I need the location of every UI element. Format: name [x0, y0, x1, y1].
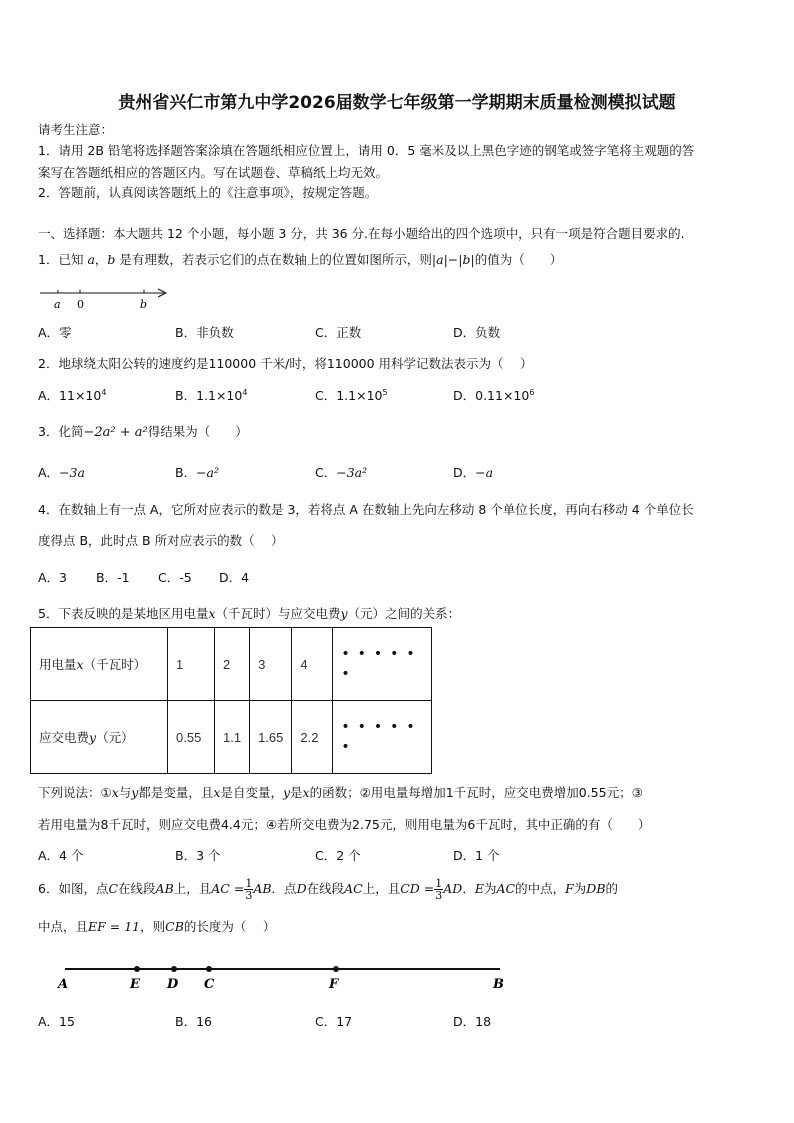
- q6-AC2: AC: [496, 881, 516, 896]
- q1-expr: |a|−|b|: [431, 252, 475, 267]
- q5-l1-d: y: [131, 785, 139, 800]
- q5-option-c[interactable]: C．2 个: [315, 848, 361, 863]
- q1-number-line: [36, 285, 176, 311]
- q6-frac1-num: 1: [245, 877, 253, 890]
- q3-option-b-math: −a²: [196, 465, 220, 480]
- q3-option-d-label: D．: [453, 465, 476, 480]
- q6-fraction-2: [434, 878, 443, 901]
- q5-row2-dots-1: •••••: [341, 719, 423, 735]
- q1-option-b[interactable]: B．非负数: [175, 325, 234, 340]
- question-3-stem: [38, 422, 248, 440]
- q5-row1-cell-3: 3: [250, 628, 292, 701]
- q5-table-row-usage: [31, 628, 432, 701]
- notice-heading: 请考生注意：: [38, 122, 114, 137]
- q1-var-b: b: [107, 252, 116, 267]
- q6-label-E: E: [130, 977, 140, 992]
- q5-row2-cell-4: 2.2: [292, 701, 333, 774]
- q5-option-a[interactable]: A．4 个: [38, 848, 84, 863]
- q3-option-c[interactable]: [315, 463, 367, 481]
- q4-option-c[interactable]: C．-5: [158, 570, 192, 585]
- question-5-stem: [38, 604, 460, 622]
- q2-option-a[interactable]: [38, 386, 106, 404]
- q5-row2-dots-2: •: [341, 739, 358, 755]
- q6-AB: AB: [155, 881, 174, 896]
- q5-l1-e: 都是变量，且: [138, 785, 214, 800]
- q6-DB: DB: [586, 881, 606, 896]
- q6-segment-diagram: [55, 960, 525, 996]
- q5-row1-cell-dots: [333, 628, 432, 701]
- q3-option-d[interactable]: [453, 463, 493, 481]
- q2-option-b[interactable]: [175, 386, 247, 404]
- q6-label-F: F: [329, 977, 339, 992]
- q5-row2-header-text: 应交电费: [39, 730, 90, 745]
- q6-AC: AC: [344, 881, 363, 896]
- q4-option-a[interactable]: A．3: [38, 570, 68, 585]
- q5-statement-line-2: 若用电量为8千瓦时，则应交电费4.4元；④若所交电费为2.75元，则用电量为6千瓦时，其中正确的有（ ）: [38, 817, 651, 832]
- q6-frac2-den: 3: [435, 889, 443, 902]
- q3-option-c-label: C．: [315, 465, 337, 480]
- q6-CB: CB: [165, 919, 184, 934]
- q2-option-c-base: C．1.1×10: [315, 388, 383, 403]
- q6-p8: 为: [483, 881, 497, 896]
- q1-var-a: a: [87, 252, 95, 267]
- q6-l2-c: 的长度为（ ）: [183, 919, 276, 934]
- q1-option-d[interactable]: D．负数: [453, 325, 501, 340]
- question-4-line-2: 度得点 B，此时点 B 所对应表示的数（ ）: [38, 533, 284, 548]
- q6-CD-eq: CD =: [400, 881, 435, 896]
- q2-option-a-exp: 4: [101, 387, 107, 397]
- q6-option-d[interactable]: D．18: [453, 1014, 492, 1029]
- q3-option-c-math: −3a²: [336, 465, 368, 480]
- q5-option-b[interactable]: B．3 个: [175, 848, 221, 863]
- q5-row2-cell-3: 1.65: [250, 701, 292, 774]
- q6-AB2: AB: [253, 881, 272, 896]
- q6-F: F: [565, 881, 574, 896]
- q6-p5: 在线段: [306, 881, 345, 896]
- q6-label-B: B: [493, 977, 504, 992]
- q6-option-a[interactable]: A．15: [38, 1014, 75, 1029]
- section-heading: 一、选择题：本大题共 12 个小题，每小题 3 分，共 36 分.在每小题给出的四个选项中，只有一项是符合题目要求的.: [38, 226, 685, 241]
- q5-option-d[interactable]: D．1 个: [453, 848, 500, 863]
- q6-point-D: [171, 966, 177, 972]
- q6-frac2-num: 1: [435, 877, 443, 890]
- q3-option-b[interactable]: [175, 463, 219, 481]
- q2-option-c[interactable]: [315, 386, 388, 404]
- q6-label-C: C: [204, 977, 215, 992]
- q6-frac1-den: 3: [245, 889, 253, 902]
- q6-p11: 的: [605, 881, 619, 896]
- q5-var-x: x: [208, 606, 216, 621]
- q2-option-a-base: A．11×10: [38, 388, 102, 403]
- q5-statement-line-1: [38, 783, 643, 801]
- q1-post: 的值为（ ）: [474, 252, 563, 267]
- question-1-stem: [38, 250, 562, 268]
- q6-E: E: [474, 881, 484, 896]
- q6-p9: 的中点，: [515, 881, 566, 896]
- q5-row2-cell-2: 1.1: [215, 701, 250, 774]
- q6-p1: 6．如图，点: [38, 881, 109, 896]
- q5-l1-f: x: [213, 785, 221, 800]
- q6-AC-eq: AC =: [211, 881, 245, 896]
- q5-table: [30, 627, 432, 774]
- q3-option-a-math: −3a: [59, 465, 85, 480]
- q5-row1-var: x: [76, 657, 84, 672]
- q5-row2-cell-dots: [333, 701, 432, 774]
- q6-p6: 上，且: [362, 881, 401, 896]
- q4-option-d[interactable]: D．4: [219, 570, 250, 585]
- question-2-stem: 2．地球绕太阳公转的速度约是110000 千米/时，将110000 用科学记数法表示为（ ）: [38, 356, 533, 371]
- q6-p3: 上，且: [173, 881, 212, 896]
- q1-tick-0: 0: [77, 298, 84, 311]
- q6-label-A: A: [58, 977, 69, 992]
- q3-pre: 3．化简: [38, 424, 84, 439]
- q2-option-d[interactable]: [453, 386, 534, 404]
- q6-EF-eq: EF = 11: [88, 919, 141, 934]
- q5-stem-mid: （千瓦时）与应交电费: [215, 606, 341, 621]
- q6-option-b[interactable]: B．16: [175, 1014, 212, 1029]
- q6-option-c[interactable]: C．17: [315, 1014, 353, 1029]
- q5-table-row-fee: [31, 701, 432, 774]
- q5-row1-header-text: 用电量: [39, 657, 77, 672]
- q2-option-d-base: D．0.11×10: [453, 388, 530, 403]
- q6-p4: ．点: [271, 881, 297, 896]
- q6-p2: 在线段: [118, 881, 156, 896]
- q5-stem-post: （元）之间的关系：: [347, 606, 461, 621]
- q5-row1-dots-2: •: [341, 666, 358, 682]
- q6-point-E: [134, 966, 140, 972]
- question-4-line-1: 4．在数轴上有一点 A，它所对应表示的数是 3，若将点 A 在数轴上先向左移动 8 个单位长度，再向右移动 4 个单位长: [38, 502, 694, 517]
- q5-l1-c: 与: [118, 785, 132, 800]
- question-6-line-2: [38, 917, 275, 935]
- q2-option-d-exp: 6: [529, 387, 535, 397]
- q5-row1-header: [31, 628, 168, 701]
- q2-option-b-base: B．1.1×10: [175, 388, 243, 403]
- q5-l1-j: x: [302, 785, 310, 800]
- q1-option-c[interactable]: C．正数: [315, 325, 362, 340]
- q5-l1-b: x: [111, 785, 119, 800]
- q5-row2-unit: （元）: [96, 730, 134, 745]
- q1-comma: ，: [94, 252, 108, 267]
- q3-option-b-label: B．: [175, 465, 197, 480]
- q1-pre: 1．已知: [38, 252, 88, 267]
- q6-point-C: [206, 966, 212, 972]
- q6-D: D: [296, 881, 307, 896]
- question-6-line-1: [38, 874, 618, 904]
- q6-l2-b: ，则: [140, 919, 166, 934]
- q1-mid: 是有理数，若表示它们的点在数轴上的位置如图所示，则: [115, 252, 432, 267]
- notice-item-1: 1．请用 2B 铅笔将选择题答案涂填在答题纸相应位置上，请用 0．5 毫米及以上黑色字迹的钢笔或签字笔将主观题的答: [38, 143, 695, 158]
- q4-option-b[interactable]: B．-1: [96, 570, 130, 585]
- page-title: 贵州省兴仁市第九中学2026届数学七年级第一学期期末质量检测模拟试题: [118, 93, 676, 113]
- q5-l1-i: 是: [290, 785, 303, 800]
- q5-l1-a: 下列说法：①: [38, 785, 112, 800]
- q5-l1-h: y: [282, 785, 291, 800]
- q1-tick-a: a: [54, 298, 61, 311]
- q1-tick-b: b: [140, 298, 148, 311]
- q5-row1-unit: （千瓦时）: [83, 657, 147, 672]
- notice-item-2: 2．答题前，认真阅读答题纸上的《注意事项》，按规定答题。: [38, 185, 378, 200]
- q5-row2-var: y: [89, 730, 97, 745]
- q2-option-c-exp: 5: [382, 387, 388, 397]
- q6-AD: AD: [443, 881, 463, 896]
- q6-p10: 为: [573, 881, 587, 896]
- q5-row1-cell-4: 4: [292, 628, 333, 701]
- q3-option-a[interactable]: [38, 463, 85, 481]
- q5-var-y: y: [340, 606, 348, 621]
- q5-l1-g: 是自变量，: [220, 785, 283, 800]
- q6-l2-a: 中点，且: [38, 919, 89, 934]
- q6-C: C: [108, 881, 119, 896]
- notice-item-1-cont: 案写在答题纸相应的答题区内。写在试题卷、草稿纸上均无效。: [38, 165, 389, 180]
- q6-p7: ．: [462, 881, 475, 896]
- q5-row2-header: [31, 701, 168, 774]
- q3-expr: −2a² + a²: [83, 425, 148, 440]
- q5-l1-k: 的函数；②用电量每增加1千瓦时，应交电费增加0.55元；③: [309, 785, 643, 800]
- q3-option-d-math: −a: [475, 465, 494, 480]
- q5-row2-cell-1: 0.55: [168, 701, 215, 774]
- q5-row1-cell-1: 1: [168, 628, 215, 701]
- q5-row1-cell-2: 2: [215, 628, 250, 701]
- q6-point-F: [333, 966, 339, 972]
- q6-fraction-1: [244, 878, 253, 901]
- q3-option-a-label: A．: [38, 465, 60, 480]
- q5-stem-pre: 5．下表反映的是某地区用电量: [38, 606, 209, 621]
- q6-label-D: D: [167, 977, 179, 992]
- q3-post: 得结果为（ ）: [147, 424, 248, 439]
- q5-row1-dots-1: •••••: [341, 646, 423, 662]
- q2-option-b-exp: 4: [242, 387, 248, 397]
- q1-option-a[interactable]: A．零: [38, 325, 72, 340]
